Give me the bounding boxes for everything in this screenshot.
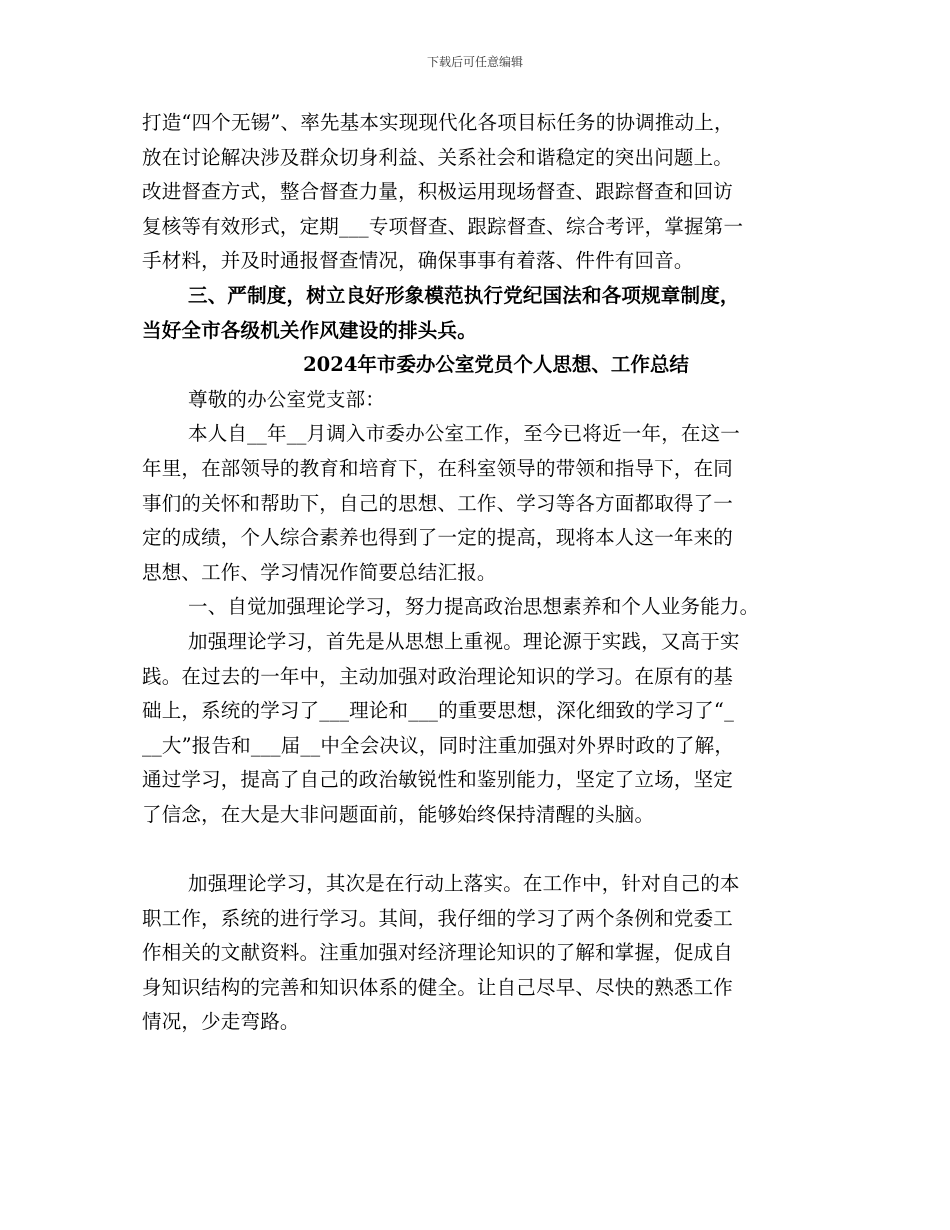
text-line: 践。在过去的一年中，主动加强对政治理论知识的学习。在原有的基	[142, 664, 734, 688]
text-line: 作相关的文献资料。注重加强对经济理论知识的了解和掌握，促成自	[142, 941, 734, 965]
page-header: 下载后可任意编辑	[426, 55, 523, 69]
text-line: __大”报告和___届__中全会决议，同时注重加强对外界时政的了解，	[142, 733, 735, 757]
text-line: 复核等有效形式，定期___专项督查、跟踪督查、综合考评，掌握第一	[142, 214, 744, 238]
text-line: 职工作，系统的进行学习。其间，我仔细的学习了两个条例和党委工	[142, 906, 734, 930]
text-line: 通过学习，提高了自己的政治敏锐性和鉴别能力，坚定了立场，坚定	[142, 768, 734, 792]
text-line: 尊敬的办公室党支部：	[188, 387, 386, 411]
text-line: 加强理论学习，其次是在行动上落实。在工作中，针对自己的本	[188, 872, 740, 896]
text-line: 情况，少走弯路。	[142, 1010, 300, 1034]
blank-line	[142, 832, 812, 867]
text-line: 年里，在部领导的教育和培育下，在科室领导的带领和指导下，在同	[142, 456, 734, 480]
text-line: 了信念，在大是大非问题面前，能够始终保持清醒的头脑。	[142, 802, 655, 826]
text-line: 一、自觉加强理论学习，努力提高政治思想素养和个人业务能力。	[188, 595, 760, 619]
text-line: 础上，系统的学习了___理论和___的重要思想，深化细致的学习了“_	[142, 699, 735, 723]
document-title: 2024年市委办公室党员个人思想、工作总结	[303, 353, 689, 377]
text-line: 事们的关怀和帮助下，自己的思想、工作、学习等各方面都取得了一	[142, 491, 734, 515]
text-line: 当好全市各级机关作风建设的排头兵。	[142, 318, 477, 342]
document-body	[142, 106, 812, 1040]
text-line: 思想、工作、学习情况作简要总结汇报。	[142, 560, 497, 584]
text-line: 身知识结构的完善和知识体系的健全。让自己尽早、尽快的熟悉工作	[142, 975, 734, 999]
text-line: 放在讨论解决涉及群众切身利益、关系社会和谐稳定的突出问题上。	[142, 145, 734, 169]
text-line: 本人自__年__月调入市委办公室工作，至今已将近一年，在这一	[188, 422, 741, 446]
text-line: 打造“四个无锡”、率先基本实现现代化各项目标任务的协调推动上，	[142, 111, 734, 134]
text-line: 定的成绩，个人综合素养也得到了一定的提高，现将本人这一年来的	[142, 526, 734, 550]
text-line: 加强理论学习，首先是从思想上重视。理论源于实践，又高于实	[188, 629, 740, 653]
text-line: 手材料，并及时通报督查情况，确保事事有着落、件件有回音。	[142, 249, 694, 273]
text-line: 三、严制度，树立良好形象模范执行党纪国法和各项规章制度，	[188, 283, 740, 307]
text-line: 改进督查方式，整合督查力量，积极运用现场督查、跟踪督查和回访	[142, 180, 734, 204]
